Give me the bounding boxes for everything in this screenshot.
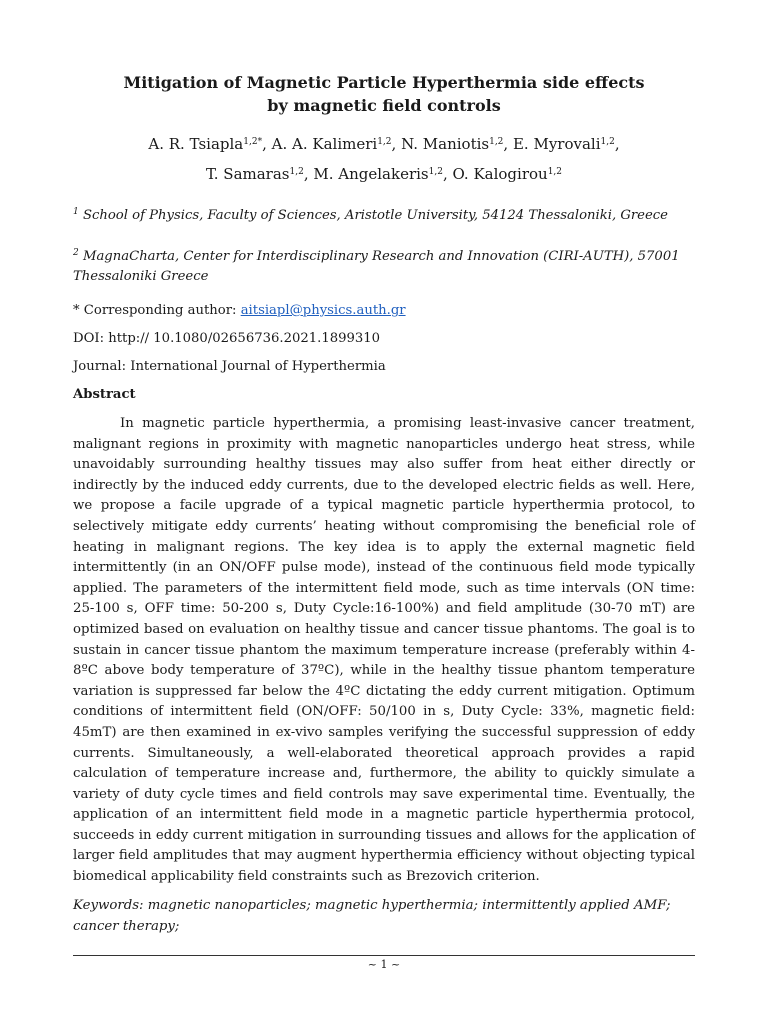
affiliation-marker: 1 [73, 207, 79, 217]
author-separator: , [614, 135, 620, 153]
affiliation-marker: 2 [73, 248, 79, 258]
paper-title-line-1: Mitigation of Magnetic Particle Hyperthermia side effects [123, 73, 645, 92]
author-affiliation-marker: 1,2 [600, 137, 615, 147]
author-affiliation-marker: 1,2 [547, 167, 563, 177]
doi-line: DOI: http:// 10.1080/02656736.2021.1899310 [73, 331, 381, 346]
affiliation-text: School of Physics, Faculty of Sciences, Aristotle University, 54124 Thessaloniki, Greece [82, 208, 668, 223]
author-name: N. Maniotis [401, 135, 490, 153]
keywords-line: Keywords: magnetic nanoparticles; magnetic hyperthermia; intermittently applied AMF; cancer therapy; [73, 898, 671, 934]
journal-line: Journal: International Journal of Hyperthermia [73, 359, 386, 374]
author-separator: , [442, 165, 453, 183]
author-separator: , [503, 135, 513, 153]
affiliation-text: MagnaCharta, Center for Interdisciplinary Research and Innovation (CIRI-AUTH), 57001 Thessaloniki Greece [73, 249, 680, 284]
author-name: O. Kalogirou [452, 165, 548, 183]
author-separator: , [391, 135, 402, 153]
affiliation-1 [73, 206, 698, 226]
paper-title-line-2: by magnetic field controls [267, 96, 501, 115]
author-affiliation-marker: 1,2 [428, 167, 443, 177]
page-number: ~ 1 ~ [367, 958, 401, 971]
corresponding-author [73, 301, 698, 321]
author-name: A. A. Kalimeri [271, 135, 378, 153]
author-affiliation-marker: 1,2* [243, 137, 263, 147]
author-affiliation-marker: 1,2 [489, 137, 504, 147]
author-name: E. Myrovali [512, 135, 601, 153]
author-separator: , [262, 135, 272, 153]
footer-rule [73, 955, 695, 956]
author-name: A. R. Tsiapla [148, 135, 244, 153]
corresponding-email-link[interactable]: aitsiapl@physics.auth.gr [240, 303, 406, 318]
authors-line-2 [0, 163, 768, 185]
author-separator: , [303, 165, 314, 183]
affiliation-2 [73, 247, 698, 287]
author-affiliation-marker: 1,2 [377, 137, 392, 147]
corresponding-author-label: * Corresponding author: [73, 303, 241, 318]
author-name: M. Angelakeris [313, 165, 429, 183]
abstract-heading: Abstract [73, 387, 136, 402]
author-affiliation-marker: 1,2 [289, 167, 304, 177]
author-name: T. Samaras [205, 165, 290, 183]
authors-line-1 [0, 133, 768, 155]
abstract-body: In magnetic particle hyperthermia, a promising least-invasive cancer treatment, malignant regions in proximity with magnetic nanoparticles undergo heat stress, while unavoidably surrounding healthy tissues may also suffer from heat either directly or indirectly by the induced eddy currents, due to the developed electric fields as well. Here, we propose a facile upgrade of a typical magnetic particle hyperthermia protocol, to selectively mitigate eddy currents’ heating without compromising the beneficial role of heating in malignant regions. The key idea is to apply the external magnetic field intermittently (in an ON/OFF pulse mode), instead of the continuous field mode typically applied. The parameters of the intermittent field mode, such as time intervals (ON time: 25-100 s, OFF time: 50-200 s, Duty Cycle:16-100%) and field amplitude (30-70 mT) are optimized based on evaluation on healthy tissue and cancer tissue phantoms. The goal is to sustain in cancer tissue phantom the maximum temperature increase (preferably within 4-8ºC above body temperature of 37ºC), while in the healthy tissue phantom temperature variation is suppressed far below the 4ºC dictating the eddy current mitigation. Optimum conditions of intermittent field (ON/OFF: 50/100 in s, Duty Cycle: 33%, magnetic field: 45mT) are then examined in ex-vivo samples verifying the successful suppression of eddy currents. Simultaneously, a well-elaborated theoretical approach provides a rapid calculation of temperature increase and, furthermore, the ability to quickly simulate a variety of duty cycle times and field controls may save experimental time. Eventually, the application of an intermittent field mode in a magnetic particle hyperthermia protocol, succeeds in eddy current mitigation in surrounding tissues and allows for the application of larger field amplitudes that may augment hyperthermia efficiency without objecting typical biomedical applicability field constraints such as Brezovich criterion. [73, 416, 695, 885]
